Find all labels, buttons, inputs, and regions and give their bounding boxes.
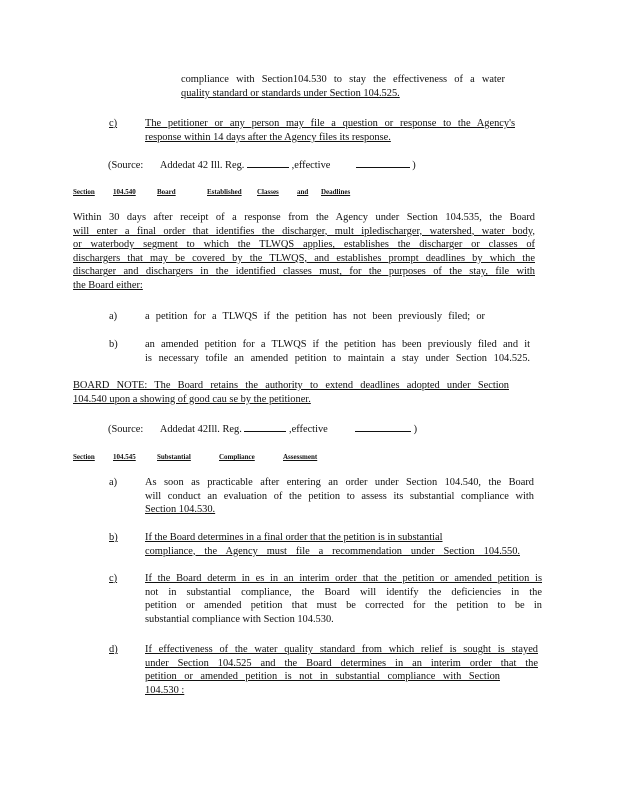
final-order-item <box>145 531 520 558</box>
text-line: will conduct an evaluation of the petition to assess its substantial compliance with <box>145 490 534 502</box>
section-number: 104.540 <box>113 188 136 196</box>
section-word: Substantial <box>157 453 191 461</box>
source-note <box>108 421 448 437</box>
text-line: The petitioner or any person may file a question or response to the Agency's <box>145 118 515 129</box>
text-line: 104.530 : <box>145 684 185 696</box>
text-line: discharger and dischargers in the identified classes must, for the purposes of the stay, file with <box>73 266 535 278</box>
text-line: If the Board determ in es in an interim order that the petition or amended petition is <box>145 573 542 584</box>
source-close: ) <box>412 160 416 171</box>
item-label: c) <box>109 118 118 129</box>
section-word: Board <box>157 188 176 196</box>
section-word: Section <box>73 188 95 196</box>
compliance-continuation <box>181 73 505 100</box>
petition-item <box>145 310 485 324</box>
text-line: Section 104.530. <box>145 504 216 516</box>
item-label: d) <box>109 644 118 655</box>
text-line: or waterbody segment to which the TLWQS applies, establishes the discharger or classes of <box>73 239 535 251</box>
source-effective: ,effective <box>291 160 331 171</box>
text-line: 104.540 upon a showing of good cau se by the petitioner. <box>73 393 311 405</box>
section-word: and <box>297 188 309 196</box>
section-heading <box>73 186 371 200</box>
board-note <box>73 379 509 406</box>
text-line: petition or amended petition is not in substantial compliance with Section <box>145 671 500 683</box>
section-word: Section <box>73 453 95 461</box>
section-number: 104.545 <box>113 453 136 461</box>
item-label: a) <box>109 477 118 488</box>
text-line: substantial compliance with Section 104.530. <box>145 613 334 625</box>
section-540-paragraph <box>73 211 535 293</box>
source-added: Addedat 42 Ill. Reg. <box>159 160 245 171</box>
text-line: If the Board determines in a final order that the petition is in substantial <box>145 532 443 543</box>
text-line: compliance, the Agency must file a recommendation under Section 104.550. <box>145 545 520 557</box>
stayed-standard-item <box>145 643 538 697</box>
text-line: response within 14 days after the Agency files its response. <box>145 131 391 143</box>
item-label: a) <box>109 311 118 322</box>
item-label: b) <box>109 339 118 350</box>
amended-petition-item <box>145 338 530 365</box>
blank-line <box>247 157 289 168</box>
source-added: Addedat 42Ill. Reg. <box>159 424 242 435</box>
text-line: BOARD NOTE: The Board retains the authority to extend deadlines adopted under Section <box>73 380 509 391</box>
section-word: Established <box>207 188 242 196</box>
section-word: Classes <box>257 188 279 196</box>
blank-line <box>244 421 286 432</box>
section-word: Compliance <box>219 453 255 461</box>
text-line: not in substantial compliance, the Board will identify the deficiencies in the <box>145 586 542 598</box>
text-line: petition or amended petition that must be corrected for the petition to be in <box>145 600 542 612</box>
text-line: If effectiveness of the water quality standard from which relief is sought is stayed <box>145 644 538 655</box>
text-line: quality standard or standards under Section 104.525. <box>181 87 400 99</box>
text-line: the Board either: <box>73 279 143 291</box>
text-line: dischargers that may be covered by the TLWQS, and establishes prompt deadlines by which the <box>73 252 535 264</box>
section-word: Deadlines <box>321 188 351 196</box>
blank-line <box>355 421 411 432</box>
source-note <box>108 157 448 173</box>
text-line: As soon as practicable after entering an order under Section 104.540, the Board <box>145 477 534 488</box>
source-label: (Source: <box>108 424 144 435</box>
item-label: c) <box>109 573 118 584</box>
text-line: Within 30 days after receipt of a response from the Agency under Section 104.535, the Board <box>73 212 535 223</box>
item-label: b) <box>109 532 118 543</box>
text-line: is necessary tofile an amended petition to maintain a stay under Section 104.525. <box>145 352 530 364</box>
text-line: compliance with Section104.530 to stay the effectiveness of a water <box>181 74 505 85</box>
section-heading <box>73 451 323 465</box>
source-effective: ,effective <box>289 424 328 435</box>
petitioner-response-item <box>145 117 515 144</box>
interim-order-item <box>145 572 542 626</box>
blank-line <box>356 157 410 168</box>
source-label: (Source: <box>108 160 144 171</box>
section-word: Assessment <box>283 453 318 461</box>
text-line: will enter a final order that identifies the discharger, mult ipledischarger, watershed, water body, <box>73 225 535 237</box>
text-line: an amended petition for a TLWQS if the petition has been previously filed and it <box>145 339 530 350</box>
evaluation-item <box>145 476 534 517</box>
source-close: ) <box>413 424 418 435</box>
text-line: a petition for a TLWQS if the petition has not been previously filed; or <box>145 311 485 322</box>
text-line: under Section 104.525 and the Board determines in an interim order that the <box>145 657 538 669</box>
